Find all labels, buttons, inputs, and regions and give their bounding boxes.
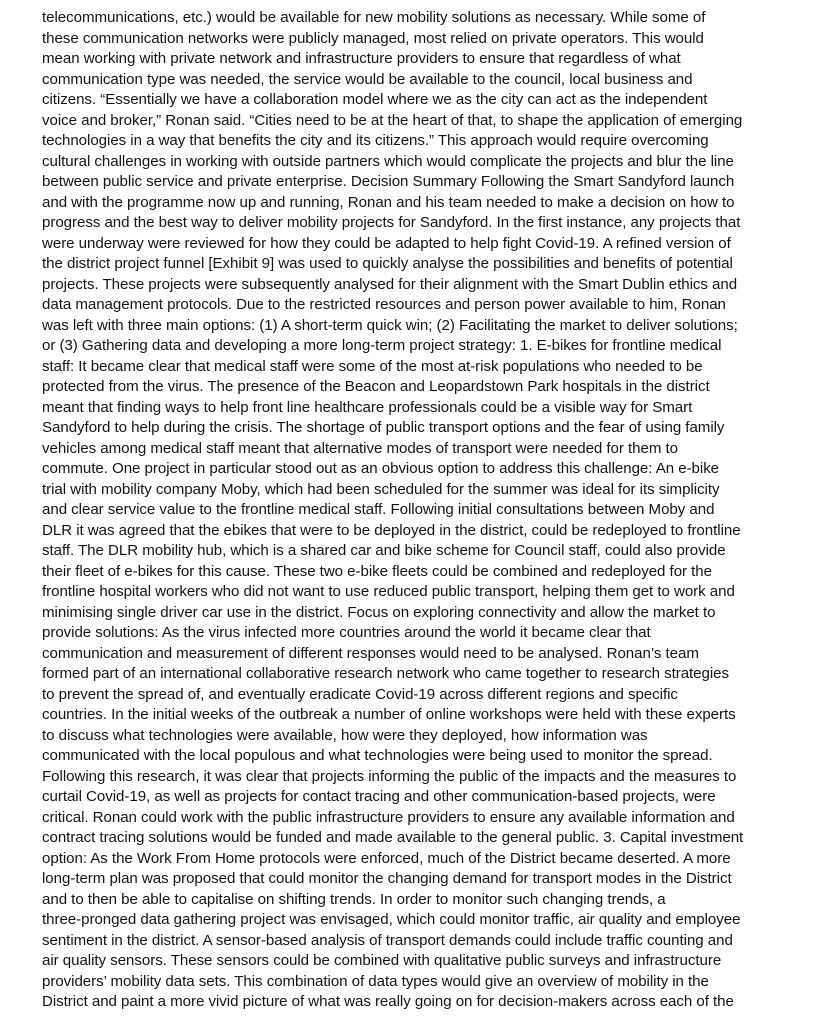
text-line: providers’ mobility data sets. This combination of data types would give an overview of mobility in the: [42, 972, 709, 990]
text-line: formed part of an international collaborative research network who came together to research strategies: [42, 665, 730, 682]
text-line: three-pronged data gathering project was envisaged, which could monitor traffic, air quality and employee: [42, 911, 741, 928]
text-line: their fleet of e-bikes for this cause. These two e-bike fleets could be combined and redeployed for the: [42, 562, 712, 580]
text-line: or (3) Gathering data and developing a more long-term project strategy: 1. E-bikes for frontline medical: [42, 337, 722, 354]
text-line: long-term plan was proposed that could monitor the changing demand for transport modes in the District: [42, 870, 732, 887]
text-line: progress and the best way to deliver mobility projects for Sandyford. In the first instance, any projects that: [42, 214, 741, 231]
text-line: trial with mobility company Moby, which had been scheduled for the summer was ideal for its simplicity: [42, 480, 720, 498]
text-line: staff: It became clear that medical staff were some of the most at-risk populations who needed to be: [42, 357, 703, 375]
text-line: meant that finding ways to help front line healthcare professionals could be a visible way for Smart: [42, 398, 693, 416]
text-line: critical. Ronan could work with the public infrastructure providers to ensure any available information and: [42, 808, 735, 826]
text-line: to discuss what technologies were available, how were they deployed, how information was: [42, 726, 648, 744]
text-line: and to then be able to capitalise on shifting trends. In order to monitor such changing trends, a: [42, 890, 666, 908]
text-line: option: As the Work From Home protocols were enforced, much of the District became deserted. A more: [42, 849, 731, 867]
document-body: [42, 8, 782, 1013]
text-line: staff. The DLR mobility hub, which is a shared car and bike scheme for Council staff, could also provide: [42, 542, 726, 559]
text-line: cultural challenges in working with outside partners which would complicate the projects and blur the line: [42, 152, 734, 170]
text-line: communicated with the local populous and what technologies were being used to monitor the spread.: [42, 747, 713, 764]
text-line: data management protocols. Due to the restricted resources and person power available to him, Ronan: [42, 296, 726, 313]
text-line: were underway were reviewed for how they could be adapted to help fight Covid-19. A refined version of: [42, 234, 731, 252]
text-line: to prevent the spread of, and eventually eradicate Covid-19 across different regions and specific: [42, 685, 678, 703]
text-line: voice and broker,” Ronan said. “Cities need to be at the heart of that, to shape the application of emerging: [42, 111, 743, 129]
text-line: projects. These projects were subsequently analysed for their alignment with the Smart Dublin ethics and: [42, 275, 738, 293]
text-line: provide solutions: As the virus infected more countries around the world it became clear that: [42, 624, 651, 641]
text-line: these communication networks were publicly managed, most relied on private operators. This would: [42, 29, 704, 47]
text-line: sentiment in the district. A sensor-based analysis of transport demands could include traffic counting and: [42, 931, 733, 949]
text-line: communication type was needed, the service would be available to the council, local business and: [42, 70, 693, 88]
text-line: DLR it was agreed that the ebikes that were to be deployed in the district, could be redeployed to frontline: [42, 521, 741, 539]
text-line: District and paint a more vivid picture of what was really going on for decision-makers across each of the: [42, 993, 734, 1010]
text-line: citizens. “Essentially we have a collaboration model where we as the city can act as the independent: [42, 91, 708, 108]
text-line: technologies in a way that benefits the city and its citizens.” This approach would require overcoming: [42, 132, 709, 149]
text-line: minimising single driver car use in the district. Focus on exploring connectivity and allow the market to: [42, 603, 716, 621]
text-line: countries. In the initial weeks of the outbreak a number of online workshops were held with these experts: [42, 706, 736, 723]
text-line: air quality sensors. These sensors could be combined with qualitative public surveys and infrastructure: [42, 952, 722, 969]
text-line: protected from the virus. The presence of the Beacon and Leopardstown Park hospitals in the district: [42, 378, 710, 395]
text-line: vehicles among medical staff meant that alternative modes of transport were needed for them to: [42, 439, 679, 457]
text-line: mean working with private network and infrastructure providers to ensure that regardless of what: [42, 50, 681, 67]
text-line: the district project funnel [Exhibit 9] was used to quickly analyse the possibilities and benefits of potential: [42, 255, 733, 272]
text-line: Following this research, it was clear that projects informing the public of the impacts and the measures to: [42, 767, 737, 785]
text-line: Sandyford to help during the crisis. The shortage of public transport options and the fear of using family: [42, 419, 725, 436]
text-line: communication and measurement of different responses would need to be analysed. Ronan’s team: [42, 644, 699, 662]
text-line: curtail Covid-19, as well as projects for contact tracing and other communication-based projects, were: [42, 788, 716, 805]
text-line: telecommunications, etc.) would be available for new mobility solutions as necessary. While some of: [42, 9, 706, 26]
text-line: contract tracing solutions would be funded and made available to the general public. 3. Capital investment: [42, 829, 744, 846]
text-line: was left with three main options: (1) A short-term quick win; (2) Facilitating the market to deliver solutions;: [42, 316, 738, 334]
text-line: frontline hospital workers who did not want to use reduced public transport, helping them get to work and: [42, 583, 735, 600]
text-line: and clear service value to the frontline medical staff. Following initial consultations between Moby and: [42, 501, 715, 518]
text-line: and with the programme now up and running, Ronan and his team needed to make a decision on how to: [42, 193, 735, 211]
text-line: between public service and private enterprise. Decision Summary Following the Smart Sandyford launch: [42, 173, 735, 190]
text-line: commute. One project in particular stood out as an obvious option to address this challenge: An e-bike: [42, 460, 720, 477]
